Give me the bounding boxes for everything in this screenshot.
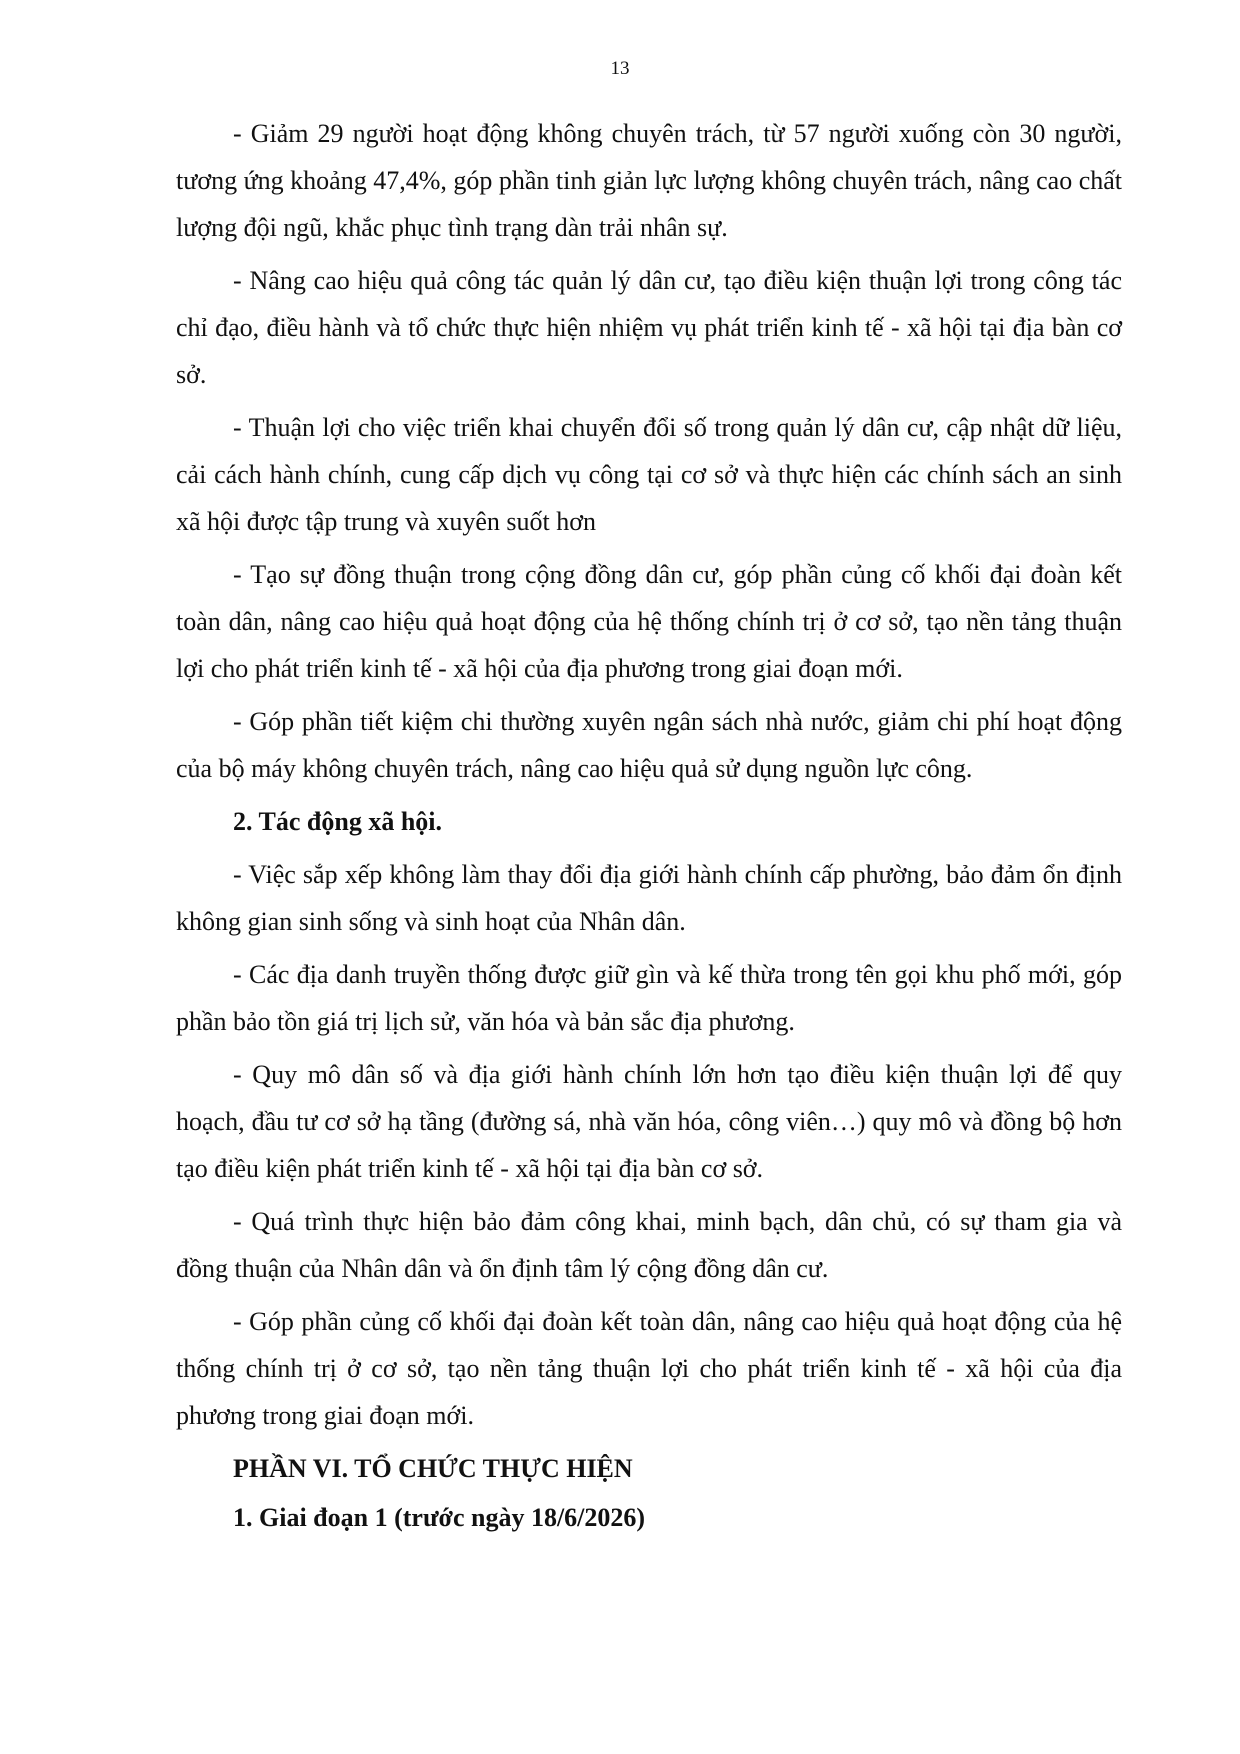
paragraph-transparency: - Quá trình thực hiện bảo đảm công khai, minh bạch, dân chủ, có sự tham gia và đồng thuận của Nhân dân và ổn định tâm lý cộng đồng dân cư.	[176, 1207, 1122, 1283]
part-heading-implementation: PHẦN VI. TỔ CHỨC THỰC HIỆN	[233, 1454, 633, 1483]
section-heading-social-impact: 2. Tác động xã hội.	[233, 807, 443, 836]
paragraph-budget-savings: - Góp phần tiết kiệm chi thường xuyên ngân sách nhà nước, giảm chi phí hoạt động của bộ máy không chuyên trách, nâng cao hiệu quả sử dụng nguồn lực công.	[176, 707, 1122, 783]
paragraph-community-consensus: - Tạo sự đồng thuận trong cộng đồng dân cư, góp phần củng cố khối đại đoàn kết toàn dân, nâng cao hiệu quả hoạt động của hệ thống chính trị ở cơ sở, tạo nền tảng thuận lợi cho phát triển kinh tế - xã hội của địa phương trong giai đoạn mới.	[176, 560, 1122, 683]
paragraph-administrative-boundaries: - Việc sắp xếp không làm thay đổi địa giới hành chính cấp phường, bảo đảm ổn định không gian sinh sống và sinh hoạt của Nhân dân.	[176, 860, 1122, 936]
document-body	[176, 110, 1122, 1547]
paragraph-population-management: - Nâng cao hiệu quả công tác quản lý dân cư, tạo điều kiện thuận lợi trong công tác chỉ đạo, điều hành và tổ chức thực hiện nhiệm vụ phát triển kinh tế - xã hội tại địa bàn cơ sở.	[176, 266, 1122, 389]
page-number: 13	[610, 58, 630, 79]
subheading-phase-1: 1. Giai đoạn 1 (trước ngày 18/6/2026)	[233, 1503, 646, 1532]
paragraph-staff-reduction: - Giảm 29 người hoạt động không chuyên trách, từ 57 người xuống còn 30 người, tương ứng khoảng 47,4%, góp phần tinh giản lực lượng không chuyên trách, nâng cao chất lượng đội ngũ, khắc phục tình trạng dàn trải nhân sự.	[176, 119, 1122, 242]
paragraph-traditional-place-names: - Các địa danh truyền thống được giữ gìn và kế thừa trong tên gọi khu phố mới, góp phần bảo tồn giá trị lịch sử, văn hóa và bản sắc địa phương.	[176, 960, 1122, 1036]
paragraph-great-unity: - Góp phần củng cố khối đại đoàn kết toàn dân, nâng cao hiệu quả hoạt động của hệ thống chính trị ở cơ sở, tạo nền tảng thuận lợi cho phát triển kinh tế - xã hội của địa phương trong giai đoạn mới.	[176, 1307, 1122, 1430]
paragraph-infrastructure-planning: - Quy mô dân số và địa giới hành chính lớn hơn tạo điều kiện thuận lợi để quy hoạch, đầu tư cơ sở hạ tầng (đường sá, nhà văn hóa, công viên…) quy mô và đồng bộ hơn tạo điều kiện phát triển kinh tế - xã hội tại địa bàn cơ sở.	[176, 1060, 1122, 1183]
paragraph-digital-transformation: - Thuận lợi cho việc triển khai chuyển đổi số trong quản lý dân cư, cập nhật dữ liệu, cải cách hành chính, cung cấp dịch vụ công tại cơ sở và thực hiện các chính sách an sinh xã hội được tập trung và xuyên suốt hơn	[176, 413, 1122, 536]
